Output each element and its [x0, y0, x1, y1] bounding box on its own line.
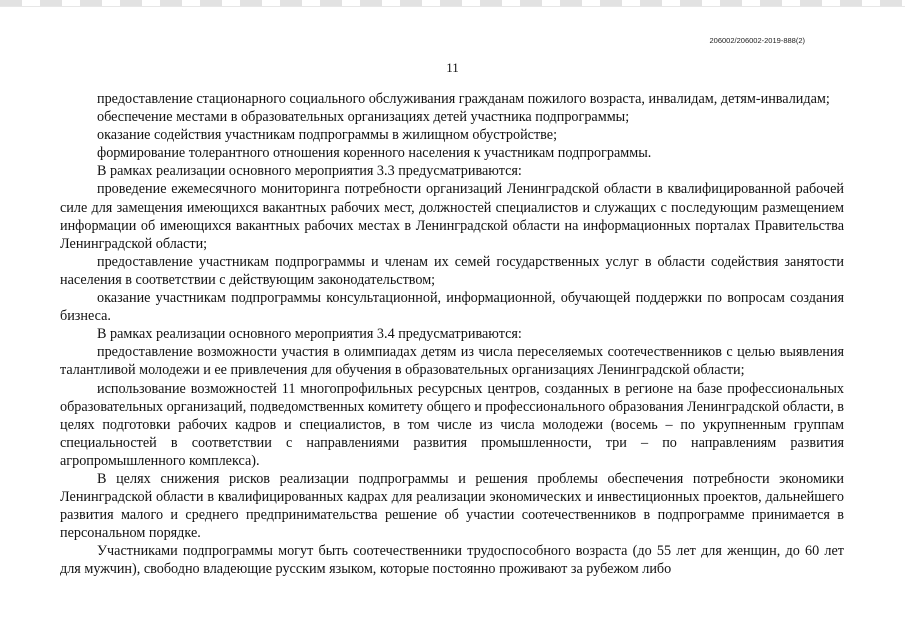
paragraph: предоставление участникам подпрограммы и членам их семей государственных услуг в области содействия занятости населения в соответствии с действующим законодательством;: [60, 253, 844, 288]
paragraph: формирование толерантного отношения коренного населения к участникам подпрограммы.: [97, 145, 652, 162]
paragraph: предоставление возможности участия в олимпиадах детям из числа переселяемых соотечественников с целью выявления талантливой молодежи и ее привлечения для обучения в образовательных организациях Ленинградской области;: [60, 344, 844, 379]
paragraph: В рамках реализации основного мероприятия 3.3 предусматриваются:: [97, 163, 522, 180]
paragraph: использование возможностей 11 многопрофильных ресурсных центров, созданных в регионе на базе профессиональных образовательных организаций, подведомственных комитету общего и профессионального образования Ленинградской области, в целях подготовки рабочих кадров и специалистов, в том числе из числа молодежи (восемь – по укрупненным группам специальностей в соответствии с направлениями развития промышленности, три – по направлениям развития агропромышленного комплекса).: [60, 380, 844, 469]
document-body: [60, 90, 844, 579]
scan-top-edge: [0, 0, 905, 7]
paragraph: Участниками подпрограммы могут быть соотечественники трудоспособного возраста (до 55 лет для женщин, до 60 лет для мужчин), свободно владеющие русским языком, которые постоянно проживают за рубежом либо: [60, 543, 844, 578]
page-number: 11: [446, 60, 459, 75]
paragraph: В рамках реализации основного мероприятия 3.4 предусматриваются:: [97, 326, 522, 343]
paragraph: предоставление стационарного социального обслуживания гражданам пожилого возраста, инвалидам, детям-инвалидам;: [97, 91, 830, 107]
paragraph: оказание участникам подпрограммы консультационной, информационной, обучающей поддержки по вопросам создания бизнеса.: [60, 290, 844, 325]
document-id: 206002/206002-2019-888(2): [709, 36, 805, 45]
paragraph: В целях снижения рисков реализации подпрограммы и решения проблемы обеспечения потребности экономики Ленинградской области в квалифицированных кадрах для реализации экономических и инвестиционных проектов, дальнейшего развития малого и среднего предпринимательства решение об участии соотечественников в подпрограмме принимается в персональном порядке.: [60, 470, 844, 542]
paragraph: обеспечение местами в образовательных организациях детей участника подпрограммы;: [97, 109, 630, 126]
paragraph: оказание содействия участникам подпрограммы в жилищном обустройстве;: [97, 127, 558, 144]
paragraph: проведение ежемесячного мониторинга потребности организаций Ленинградской области в квалифицированной рабочей силе для замещения имеющихся вакантных рабочих мест, должностей специалистов и служащих с последующим размещением информации об имеющихся вакантных рабочих местах в Ленинградской области на информационных порталах Правительства Ленинградской области;: [60, 181, 844, 252]
